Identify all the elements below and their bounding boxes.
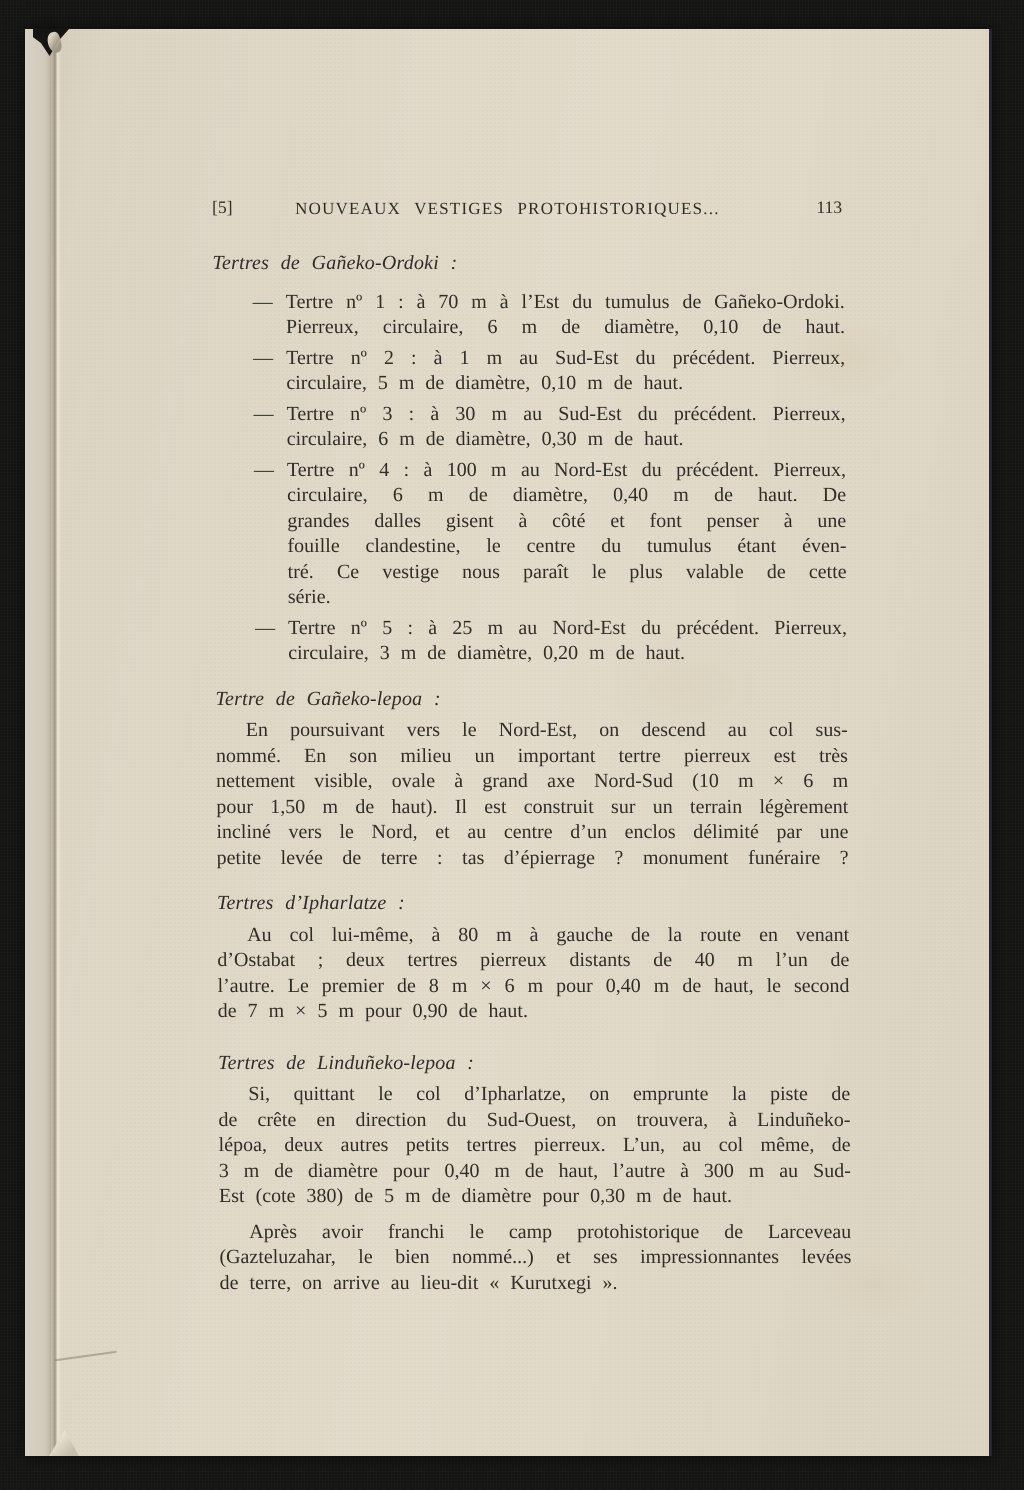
text-line: circulaire, 6 m de diamètre, 0,40 m de haut. De xyxy=(287,484,847,506)
page-number: 113 xyxy=(816,197,843,217)
text-line: de crête en direction du Sud-Ouest, on trouvera, à Linduñeko- xyxy=(218,1108,851,1131)
section-heading: Tertres de Linduñeko-lepoa : xyxy=(217,1051,475,1074)
text-line: petite levée de terre : tas d’épierrage ? monument funéraire ? xyxy=(216,846,849,869)
page-content xyxy=(212,195,852,1296)
text-line: de terre, on arrive au lieu-dit « Kurutxegi ». xyxy=(219,1271,618,1294)
text-line: nommé. En son milieu un important tertre pierreux est très xyxy=(215,744,848,767)
text-line: Est (cote 380) de 5 m de diamètre pour 0,30 m de haut. xyxy=(218,1185,733,1207)
list-item-tertre-3 xyxy=(213,402,845,453)
page-header xyxy=(212,195,844,217)
section-tertres-lindunek-lepoa xyxy=(218,1051,852,1297)
text-line: Au col lui-même, à 80 m à gauche de la route en venant xyxy=(247,923,850,946)
text-line: (Gazteluzahar, le bien nommé...) et ses impressionnantes levées xyxy=(219,1246,852,1268)
list-item-tertre-1 xyxy=(213,290,845,341)
dash-bullet: — xyxy=(252,290,273,313)
section-tertres-ipharlatze xyxy=(217,891,850,1025)
gutter-crease xyxy=(49,29,61,1456)
paper-fiber-mark xyxy=(55,1351,117,1362)
list-item-tertre-5 xyxy=(215,616,847,667)
running-title: NOUVEAUX VESTIGES PROTOHISTORIQUES... xyxy=(295,199,720,218)
page-edge-strip xyxy=(25,29,51,1456)
text-line: circulaire, 3 m de diamètre, 0,20 m de haut. xyxy=(288,642,686,664)
text-line: Tertre nº 4 : à 100 m au Nord-Est du précédent. Pierreux, xyxy=(286,458,846,481)
text-line: Pierreux, circulaire, 6 m de diamètre, 0,10 de haut. xyxy=(285,316,845,338)
dash-bullet: — xyxy=(253,346,274,369)
paragraph xyxy=(218,1082,851,1210)
section-heading: Tertres d’Ipharlatze : xyxy=(216,892,405,914)
text-line: Tertre nº 3 : à 30 m au Sud-Est du précédent. Pierreux, xyxy=(286,402,846,425)
margin-reference: [5] xyxy=(212,197,233,217)
section-tertre-ganeko-lepoa xyxy=(215,687,848,872)
list-item-tertre-2 xyxy=(213,346,845,397)
text-line: grandes dalles gisent à côté et font penser à une xyxy=(287,509,847,532)
list-item-tertre-4 xyxy=(214,458,847,611)
section-heading: Tertre de Gañeko-lepoa : xyxy=(215,687,441,710)
paragraph xyxy=(216,718,849,871)
text-line: incliné vers le Nord, et au centre d’un enclos délimité par une xyxy=(216,821,849,843)
text-line: nettement visible, ovale à grand axe Nord-Sud (10 m × 6 m xyxy=(216,770,849,792)
text-line: circulaire, 5 m de diamètre, 0,10 m de haut. xyxy=(286,372,684,394)
paragraph xyxy=(217,923,850,1025)
book-page xyxy=(25,29,992,1456)
tertre-list xyxy=(213,290,848,667)
text-line: pour 1,50 m de haut). Il est construit sur un terrain légèrement xyxy=(216,795,849,818)
text-line: d’Ostabat ; deux tertres pierreux distants de 40 m l’un de xyxy=(217,949,850,971)
text-line: En poursuivant vers le Nord-Est, on descend au col sus- xyxy=(245,719,848,741)
text-line: lépoa, deux autres petits tertres pierreux. L’un, au col même, de xyxy=(218,1134,851,1156)
text-line: l’autre. Le premier de 8 m × 6 m pour 0,40 m de haut, le second xyxy=(217,974,850,997)
dash-bullet: — xyxy=(253,458,274,481)
text-line: de 7 m × 5 m pour 0,90 de haut. xyxy=(217,1000,529,1022)
text-line: Après avoir franchi le camp protohistorique de Larceveau xyxy=(249,1220,852,1243)
text-line: fouille clandestine, le centre du tumulus étant éven- xyxy=(287,535,847,557)
text-line: Tertre nº 2 : à 1 m au Sud-Est du précédent. Pierreux, xyxy=(286,346,846,369)
section-tertres-ganeko-ordoki xyxy=(212,251,847,667)
text-line: tré. Ce vestige nous paraît le plus valable de cette xyxy=(287,560,847,583)
paragraph xyxy=(219,1220,852,1297)
text-line: Tertre nº 1 : à 70 m à l’Est du tumulus de Gañeko-Ordoki. xyxy=(285,290,845,313)
section-heading: Tertres de Gañeko-Ordoki : xyxy=(212,252,458,274)
text-line: série. xyxy=(287,586,331,608)
text-line: 3 m de diamètre pour 0,40 m de haut, l’autre à 300 m au Sud- xyxy=(218,1159,851,1182)
text-line: Tertre nº 5 : à 25 m au Nord-Est du précédent. Pierreux, xyxy=(287,616,848,639)
dash-bullet: — xyxy=(253,402,274,425)
text-line: circulaire, 6 m de diamètre, 0,30 m de haut. xyxy=(286,428,684,450)
text-line: Si, quittant le col d’Ipharlatze, on emprunte la piste de xyxy=(248,1083,851,1105)
dash-bullet: — xyxy=(254,616,276,639)
